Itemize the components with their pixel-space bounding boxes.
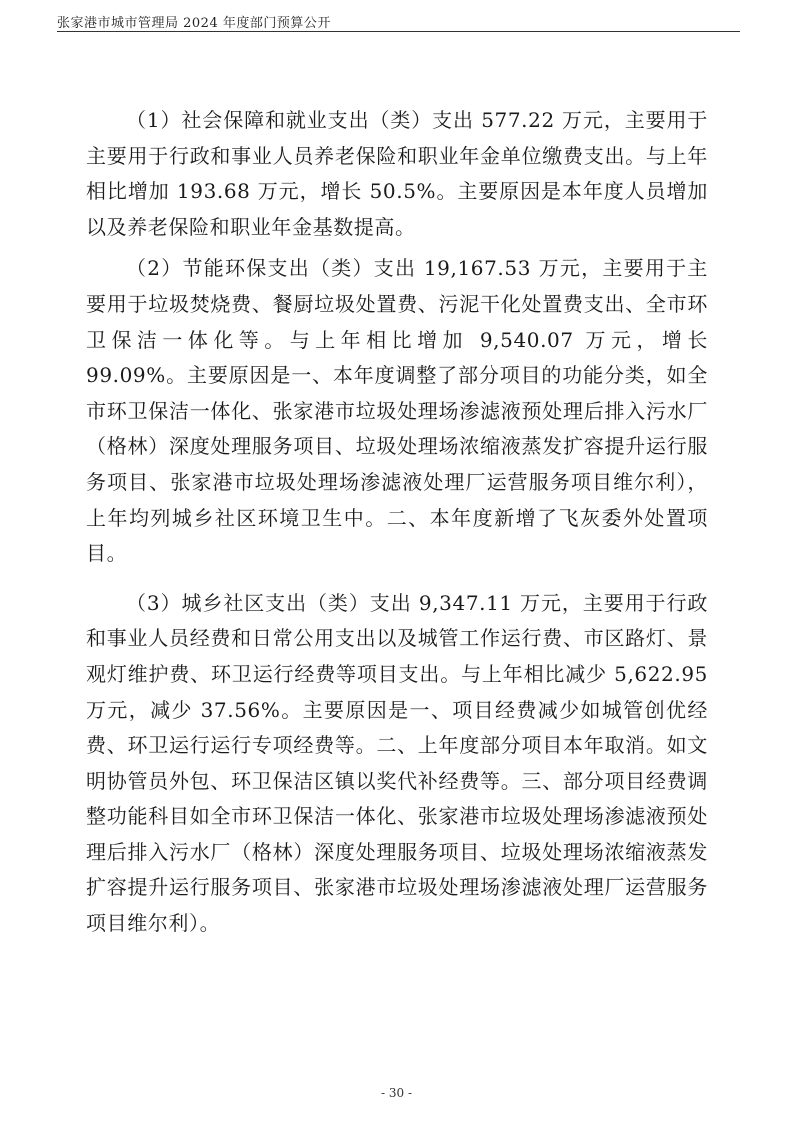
page-header-title: 张家港市城市管理局 2024 年度部门预算公开 (57, 16, 331, 31)
document-body (86, 103, 708, 948)
header-divider (57, 31, 740, 32)
page-number: - 30 - (380, 1086, 412, 1100)
paragraph-energy-environment: （2）节能环保支出（类）支出 19,167.53 万元，主要用于主要用于垃圾焚烧费、餐厨垃圾处置费、污泥干化处置费支出、全市环卫保洁一体化等。与上年相比增加 9,540.07 万元，增长 99.09%。主要原因是一、本年度调整了部分项目的功能分类，如全市环卫保洁一体化、张家港市垃圾处理场渗滤液预处理后排入污水厂（格林）深度处理服务项目、垃圾处理场浓缩液蒸发扩容提升运行服务项目、张家港市垃圾处理场渗滤液处理厂运营服务项目维尔利），上年均列城乡社区环境卫生中。二、本年度新增了飞灰委外处置项目。 (86, 256, 708, 566)
paragraph-social-security: （1）社会保障和就业支出（类）支出 577.22 万元，主要用于主要用于行政和事业人员养老保险和职业年金单位缴费支出。与上年相比增加 193.68 万元，增长 50.5%。主要原因是本年度人员增加以及养老保险和职业年金基数提高。 (86, 108, 708, 239)
paragraph-urban-rural-community: （3）城乡社区支出（类）支出 9,347.11 万元，主要用于行政和事业人员经费和日常公用支出以及城管工作运行费、市区路灯、景观灯维护费、环卫运行经费等项目支出。与上年相比减少 5,622.95 万元，减少 37.56%。主要原因是一、项目经费减少如城管创优经费、环卫运行运行专项经费等。二、上年度部分项目本年取消。如文明协管员外包、环卫保洁区镇以奖代补经费等。三、部分项目经费调整功能科目如全市环卫保洁一体化、张家港市垃圾处理场渗滤液预处理后排入污水厂（格林）深度处理服务项目、垃圾处理场浓缩液蒸发扩容提升运行服务项目、张家港市垃圾处理场渗滤液处理厂运营服务项目维尔利）。 (86, 590, 708, 936)
